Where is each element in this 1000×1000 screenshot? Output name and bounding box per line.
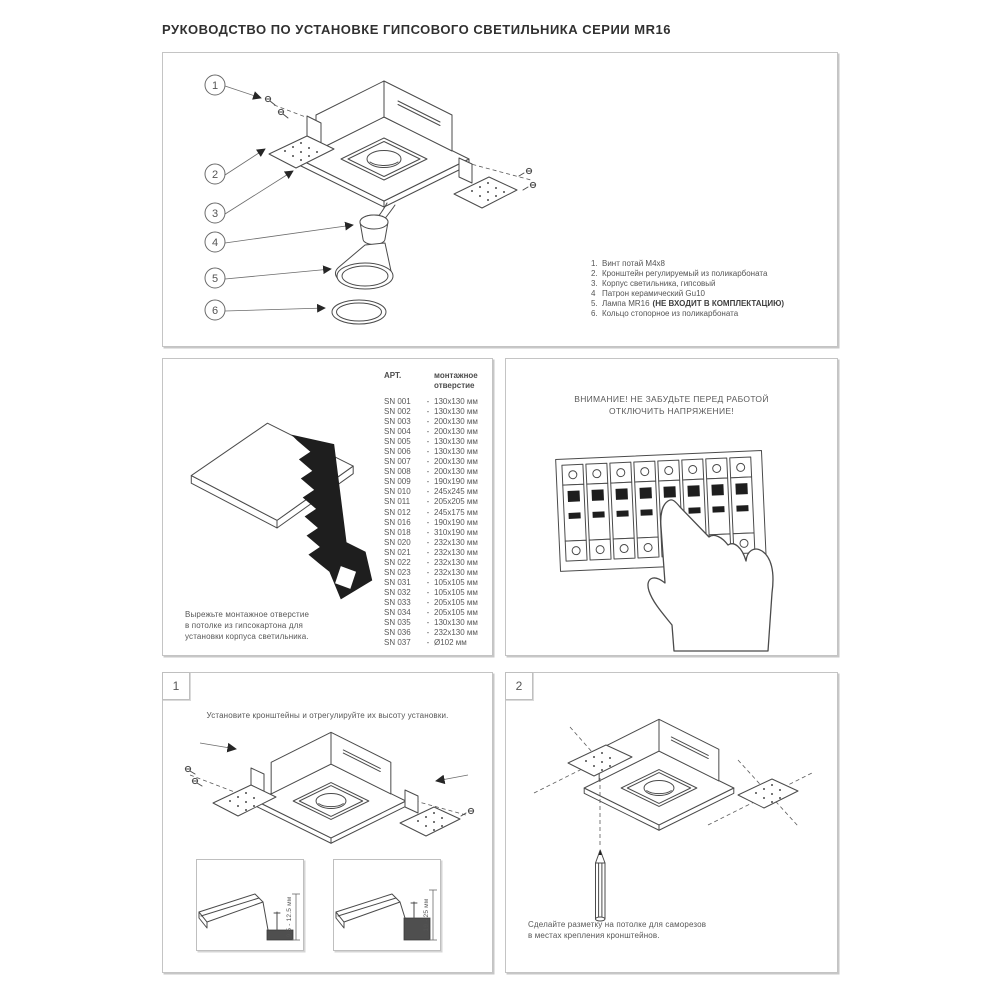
- cutout-caption: Вырежьте монтажное отверстие в потолке из гипсокартона для установки корпуса светильника.: [185, 610, 310, 641]
- svg-text:2: 2: [211, 169, 219, 181]
- parts-list-item: 5. Лампа MR16 (НЕ ВХОДИТ В КОМПЛЕКТАЦИЮ): [591, 299, 785, 308]
- parts-list-item: 6. Кольцо стопорное из поликарбоната: [591, 309, 739, 318]
- screw-icon: [461, 808, 474, 816]
- svg-text:6: 6: [211, 305, 219, 317]
- parts-list-item: 4 Патрон керамический Gu10: [591, 289, 705, 298]
- article-row: SN 002 - 130x130 мм: [384, 407, 478, 417]
- step1-instruction: Установите кронштейны и отрегулируйте их высоту установки.: [206, 711, 449, 720]
- article-row: SN 034 - 205x105 мм: [384, 607, 478, 617]
- svg-text:1: 1: [211, 80, 219, 92]
- article-row: SN 021 - 232x130 мм: [384, 547, 478, 557]
- article-row: SN 016 - 190x190 мм: [384, 517, 478, 527]
- article-row: SN 011 - 205x205 мм: [384, 497, 478, 507]
- step1-diagram: [168, 723, 488, 855]
- pencil-icon: [596, 850, 606, 921]
- parts-list-item: 2. Кронштейн регулируемый из поликарбоната: [591, 269, 768, 278]
- dimension-label: 19 - 25 мм: [423, 898, 430, 932]
- article-row: SN 023 - 232x130 мм: [384, 567, 478, 577]
- article-row: SN 010 - 245x245 мм: [384, 487, 478, 497]
- article-row: SN 032 - 105x105 мм: [384, 587, 478, 597]
- saw-cutting-diagram: [177, 385, 377, 610]
- article-row: SN 035 - 130x130 мм: [384, 618, 478, 628]
- dimension-label: 9.5 - 12.5 мм: [286, 896, 293, 938]
- parts-list: [591, 259, 829, 319]
- svg-text:4: 4: [211, 237, 219, 249]
- step1-detail-inset-left: [196, 859, 304, 951]
- article-row: SN 007 - 200x130 мм: [384, 457, 478, 467]
- retaining-ring: [332, 300, 386, 324]
- article-row: SN 018 - 310x190 мм: [384, 527, 478, 537]
- lamp-holder: [360, 203, 395, 245]
- warning-panel: [505, 358, 838, 656]
- bracket-right: [400, 790, 460, 836]
- fixture-body: [584, 719, 734, 830]
- overview-panel: [162, 52, 838, 347]
- step2-panel: [505, 672, 838, 973]
- cutout-panel: [162, 358, 493, 656]
- step2-diagram: [516, 703, 826, 918]
- screw-icon: [265, 96, 288, 118]
- article-row: SN 036 - 232x130 мм: [384, 628, 478, 638]
- step2-instruction: Сделайте разметку на потолке для саморезов в местах крепления кронштейнов.: [528, 920, 707, 940]
- article-table: [384, 371, 488, 648]
- article-row: SN 008 - 200x130 мм: [384, 467, 478, 477]
- article-row: SN 022 - 232x130 мм: [384, 557, 478, 567]
- article-row: SN 020 - 232x130 мм: [384, 537, 478, 547]
- parts-list-item: 1. Винт потай M4x8: [591, 259, 665, 268]
- step1-detail-inset-right: [333, 859, 441, 951]
- parts-list-item: 3. Корпус светильника, гипсовый: [591, 279, 716, 288]
- page-title: РУКОВОДСТВО ПО УСТАНОВКЕ ГИПСОВОГО СВЕТИЛЬНИКА СЕРИИ MR16: [162, 22, 671, 37]
- saw-icon: [291, 435, 372, 600]
- article-row: SN 004 - 200x130 мм: [384, 427, 478, 437]
- lamp: [335, 243, 393, 289]
- step2-number-badge: 2: [505, 672, 533, 700]
- article-row: SN 037 - Ø102 мм: [384, 638, 467, 648]
- warning-text: ВНИМАНИЕ! НЕ ЗАБУДЬТЕ ПЕРЕД РАБОТОЙ ОТКЛЮЧИТЬ НАПРЯЖЕНИЕ!: [574, 394, 769, 416]
- callout-markers: [205, 75, 225, 320]
- step1-number-badge: 1: [162, 672, 190, 700]
- fixture-body: [256, 732, 406, 843]
- article-row: SN 001 - 130x130 мм: [384, 397, 478, 406]
- svg-text:5: 5: [211, 273, 219, 285]
- article-row: SN 031 - 105x105 мм: [384, 577, 478, 587]
- svg-text:3: 3: [211, 208, 219, 220]
- article-table-header: АРТ. монтажное отверстие: [384, 371, 478, 390]
- exploded-view-diagram: [169, 59, 589, 339]
- article-row: SN 009 - 190x190 мм: [384, 477, 478, 487]
- step1-panel: [162, 672, 493, 973]
- article-row: SN 033 - 205x105 мм: [384, 597, 478, 607]
- article-row: SN 012 - 245x175 мм: [384, 507, 478, 517]
- bracket-right: [738, 779, 798, 808]
- article-row: SN 003 - 200x130 мм: [384, 417, 478, 427]
- bracket-right: [454, 158, 517, 208]
- article-row: SN 005 - 130x130 мм: [384, 437, 478, 447]
- breaker-panel-diagram: [544, 431, 809, 651]
- article-row: SN 006 - 130x130 мм: [384, 447, 478, 457]
